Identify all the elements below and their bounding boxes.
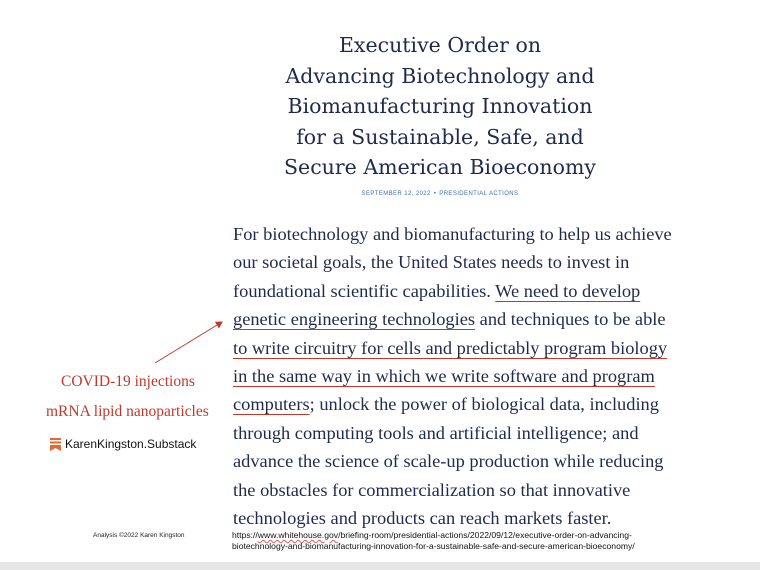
paragraph-text: our societal goals, the United States needs to invest in (233, 252, 630, 273)
title-line: Secure American Bioeconomy (284, 155, 596, 179)
source-url[interactable] (232, 530, 635, 552)
paragraph-text: advance the science of scale-up production while reducing (233, 451, 664, 472)
highlighted-text: in the same way in which we write software and program (233, 365, 655, 386)
url-prefix: https:// (232, 530, 258, 540)
url-path: /briefing-room/presidential-actions/2022/09/12/executive-order-on-advancing- (338, 530, 632, 540)
paragraph-text: ; unlock the power of biological data, including (309, 394, 659, 415)
paragraph-text: through computing tools and artificial intelligence; and (233, 422, 639, 443)
highlighted-text: We need to develop (495, 280, 641, 301)
bottom-edge-bar (0, 562, 760, 570)
publication-category[interactable]: PRESIDENTIAL ACTIONS (439, 191, 519, 197)
publication-date: SEPTEMBER 12, 2022 (361, 191, 431, 197)
copyright-notice: Analysis ©2022 Karen Kingston (93, 532, 185, 539)
paragraph-text: foundational scientific capabilities. (233, 280, 496, 301)
highlighted-text: genetic engineering technologies (233, 309, 476, 330)
paragraph-text: For biotechnology and biomanufacturing to help us achieve (233, 224, 672, 244)
url-line: biotechnology-and-biomanufacturing-innovation-for-a-sustainable-safe-and-secure-american-bioeconomy/ (232, 541, 635, 551)
highlighted-text: to write circuitry for cells and predictably program biology (233, 337, 668, 358)
highlighted-text: computers (233, 394, 310, 415)
title-line: Advancing Biotechnology and (285, 63, 595, 88)
arrow-line (155, 322, 222, 363)
paragraph-text: and techniques to be able (475, 309, 666, 330)
title-line: for a Sustainable, Safe, and (296, 124, 584, 149)
paragraph-text: the obstacles for commercialization so that innovative (233, 479, 631, 500)
brand-name: KarenKingston.Substack (65, 437, 197, 451)
meta-separator: • (433, 191, 437, 197)
substack-brand[interactable] (50, 437, 196, 451)
paragraph-text: technologies and products can reach markets faster. (233, 507, 612, 528)
title-line: Executive Order on (338, 33, 542, 57)
url-line (232, 530, 635, 541)
annotation-covid-injections: COVID-19 injections (61, 373, 195, 390)
substack-logo-icon (50, 438, 61, 451)
annotation-mrna-lnp: mRNA lipid nanoparticles (46, 403, 209, 420)
url-domain: www.whitehouse.gov (257, 530, 339, 540)
title-line: Biomanufacturing Innovation (287, 94, 593, 118)
